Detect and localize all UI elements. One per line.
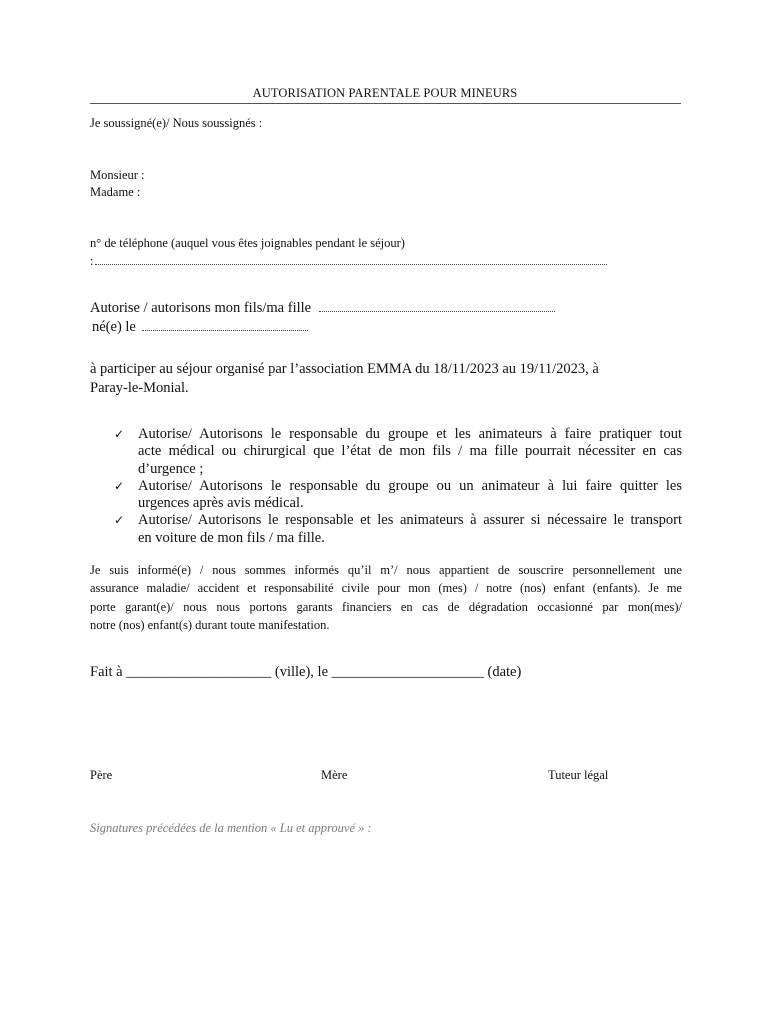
telephone-label: n° de téléphone (auquel vous êtes joignables pendant le séjour) xyxy=(90,236,405,250)
autorise-enfant-label: Autorise / autorisons mon fils/ma fille xyxy=(90,300,312,316)
madame-field[interactable]: Madame : xyxy=(90,185,141,199)
assurance-line: Je suis informé(e) / nous sommes informés qu’il m’/ nous appartient de souscrire personnellement une xyxy=(90,563,682,577)
monsieur-field[interactable]: Monsieur : xyxy=(90,168,145,182)
bullet-line: urgences après avis médical. xyxy=(138,495,304,512)
signatory-pere: Père xyxy=(90,768,113,782)
enfant-name-dotted-line xyxy=(319,311,555,312)
bullet-line: en voiture de mon fils / ma fille. xyxy=(138,529,325,546)
authorization-list xyxy=(112,426,682,547)
bullet-line: d’urgence ; xyxy=(138,460,204,477)
assurance-paragraph xyxy=(90,561,682,635)
participation-line-1: à participer au séjour organisé par l’association EMMA du 18/11/2023 au 19/11/2023, à xyxy=(90,361,599,377)
telephone-dotted-line xyxy=(95,264,607,265)
bullet-line: Autorise/ Autorisons le responsable et les animateurs à assurer si nécessaire le transport xyxy=(138,512,682,529)
authorization-item-urgences xyxy=(112,478,682,513)
bullet-line: Autorise/ Autorisons le responsable du groupe et les animateurs à faire pratiquer tout xyxy=(138,426,682,442)
bullet-line: Autorise/ Autorisons le responsable du groupe ou un animateur à lui faire quitter les xyxy=(138,477,682,494)
signatory-mere: Mère xyxy=(321,768,348,782)
checkmark-icon: ✓ xyxy=(113,478,125,493)
authorization-item-medical xyxy=(112,426,682,478)
soussignes-label: Je soussigné(e)/ Nous soussignés : xyxy=(90,116,263,130)
bullet-line: acte médical ou chirurgical que l’état de mon fils / ma fille pourrait nécessiter en cas xyxy=(138,443,682,460)
assurance-line: porte garant(e)/ nous nous portons garants financiers en cas de dégradation occasionné par mon(mes)/ xyxy=(90,599,682,614)
date-naissance-dotted-line xyxy=(142,330,308,331)
authorization-item-transport xyxy=(112,512,682,547)
checkmark-icon: ✓ xyxy=(113,513,125,528)
document-title: AUTORISATION PARENTALE POUR MINEURS xyxy=(252,86,518,100)
telephone-field[interactable] xyxy=(90,254,607,269)
telephone-prefix: : xyxy=(90,254,94,268)
autorise-enfant-field[interactable] xyxy=(90,300,555,317)
title-underline xyxy=(90,103,681,104)
signatory-tuteur: Tuteur légal xyxy=(548,768,609,782)
participation-line-2: Paray-le-Monial. xyxy=(90,380,189,396)
date-naissance-field[interactable] xyxy=(92,319,308,336)
date-naissance-label: né(e) le xyxy=(92,319,136,335)
assurance-line: notre (nos) enfant(s) durant toute manifestation. xyxy=(90,618,330,633)
fait-a-field[interactable]: Fait à ____________________ (ville), le _____________________ (date) xyxy=(90,664,522,680)
checkmark-icon: ✓ xyxy=(113,427,125,441)
signature-note: Signatures précédées de la mention « Lu et approuvé » : xyxy=(90,821,372,835)
assurance-line: assurance maladie/ accident et responsabilité civile pour mon (mes) / notre (nos) enfant (enfants). Je me xyxy=(90,581,682,596)
